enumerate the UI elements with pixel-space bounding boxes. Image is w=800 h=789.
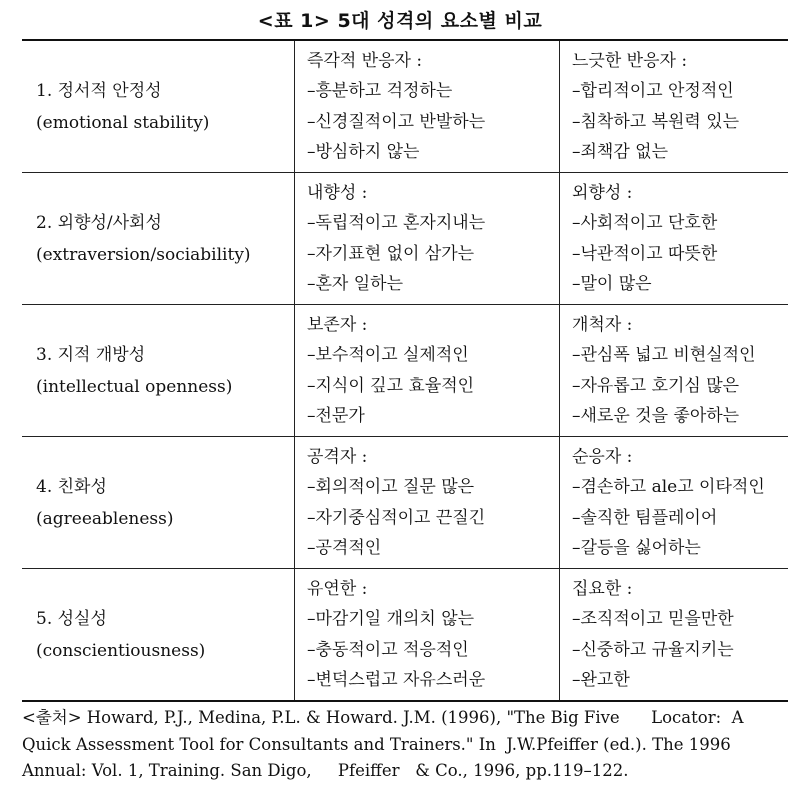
- table-row: [22, 569, 788, 702]
- low-pole-cell: [295, 173, 560, 305]
- trait-item: –합리적이고 안정적인: [572, 81, 734, 101]
- trait-item: –독립적이고 혼자지내는: [307, 213, 486, 233]
- high-pole-heading: 개척자 :: [572, 314, 633, 335]
- trait-item: –조직적이고 믿을만한: [572, 609, 734, 629]
- low-pole-heading: 유연한 :: [307, 578, 368, 599]
- trait-item: –방심하지 않는: [307, 142, 420, 162]
- high-pole-cell: [560, 437, 789, 569]
- trait-item: –말이 많은: [572, 274, 652, 294]
- trait-item: –회의적이고 질문 많은: [307, 477, 475, 497]
- trait-item: –공격적인: [307, 538, 382, 558]
- factor-name-english: (intellectual openness): [36, 376, 233, 397]
- high-pole-cell: [560, 173, 789, 305]
- trait-item: –혼자 일하는: [307, 274, 404, 294]
- trait-item: –겸손하고 ale고 이타적인: [572, 477, 765, 497]
- citation-line: Annual: Vol. 1, Training. San Digo, Pfeiffer & Co., 1996, pp.119–122.: [22, 761, 629, 780]
- factor-name-korean: 1. 정서적 안정성: [36, 80, 162, 101]
- table-title: <표 1> 5대 성격의 요소별 비교: [257, 10, 543, 32]
- trait-item: –자유롭고 호기심 많은: [572, 375, 740, 396]
- low-pole-cell: [295, 305, 560, 437]
- high-pole-heading: 집요한 :: [572, 578, 633, 599]
- trait-item: –변덕스럽고 자유스러운: [307, 670, 486, 690]
- trait-item: –관심폭 넓고 비현실적인: [572, 345, 756, 365]
- factor-cell: [22, 305, 295, 437]
- factor-name-english: (extraversion/sociability): [36, 244, 251, 265]
- table-row: [22, 40, 788, 173]
- factor-name-korean: 2. 외향성/사회성: [36, 212, 162, 233]
- table-row: [22, 173, 788, 305]
- source-citation: [22, 705, 792, 785]
- trait-item: –보수적이고 실제적인: [307, 345, 469, 365]
- trait-item: –자기표현 없이 삼가는: [307, 243, 475, 264]
- trait-item: –낙관적이고 따뜻한: [572, 243, 718, 264]
- trait-item: –충동적이고 적응적인: [307, 639, 469, 660]
- low-pole-heading: 보존자 :: [307, 314, 368, 335]
- trait-item: –완고한: [572, 670, 630, 690]
- low-pole-heading: 내향성 :: [307, 182, 368, 203]
- factor-name-english: (emotional stability): [36, 112, 210, 133]
- trait-item: –신중하고 규율지키는: [572, 639, 734, 660]
- trait-item: –사회적이고 단호한: [572, 213, 718, 233]
- citation-line: Quick Assessment Tool for Consultants and Trainers." In J.W.Pfeiffer (ed.). The 1996: [22, 734, 731, 754]
- high-pole-cell: [560, 569, 789, 702]
- trait-item: –새로운 것을 좋아하는: [572, 406, 740, 426]
- trait-item: –솔직한 팀플레이어: [572, 507, 718, 528]
- trait-item: –죄책감 없는: [572, 142, 669, 162]
- big-five-comparison-table: [22, 39, 788, 702]
- high-pole-heading: 느긋한 반응자 :: [572, 50, 688, 71]
- high-pole-heading: 순응자 :: [572, 446, 633, 467]
- trait-item: –지식이 깊고 효율적인: [307, 375, 475, 396]
- low-pole-cell: [295, 40, 560, 173]
- low-pole-heading: 공격자 :: [307, 446, 368, 467]
- trait-item: –자기중심적이고 끈질긴: [307, 507, 486, 528]
- trait-item: –갈등을 싫어하는: [572, 538, 701, 558]
- table-row: [22, 305, 788, 437]
- trait-item: –흥분하고 걱정하는: [307, 81, 453, 101]
- high-pole-heading: 외향성 :: [572, 182, 633, 203]
- factor-name-korean: 5. 성실성: [36, 608, 107, 629]
- table-row: [22, 437, 788, 569]
- citation-line: <출처> Howard, P.J., Medina, P.L. & Howard. J.M. (1996), "The Big Five Locator: A: [22, 708, 744, 727]
- factor-cell: [22, 40, 295, 173]
- high-pole-cell: [560, 40, 789, 173]
- factor-name-english: (conscientiousness): [36, 640, 206, 661]
- trait-item: –침착하고 복원력 있는: [572, 111, 740, 132]
- factor-name-english: (agreeableness): [36, 508, 174, 529]
- high-pole-cell: [560, 305, 789, 437]
- factor-name-korean: 3. 지적 개방성: [36, 344, 146, 365]
- low-pole-heading: 즉각적 반응자 :: [307, 50, 423, 71]
- factor-cell: [22, 173, 295, 305]
- low-pole-cell: [295, 437, 560, 569]
- trait-item: –마감기일 개의치 않는: [307, 609, 475, 629]
- factor-name-korean: 4. 친화성: [36, 476, 107, 497]
- factor-cell: [22, 569, 295, 702]
- trait-item: –신경질적이고 반발하는: [307, 111, 486, 132]
- factor-cell: [22, 437, 295, 569]
- low-pole-cell: [295, 569, 560, 702]
- trait-item: –전문가: [307, 406, 365, 426]
